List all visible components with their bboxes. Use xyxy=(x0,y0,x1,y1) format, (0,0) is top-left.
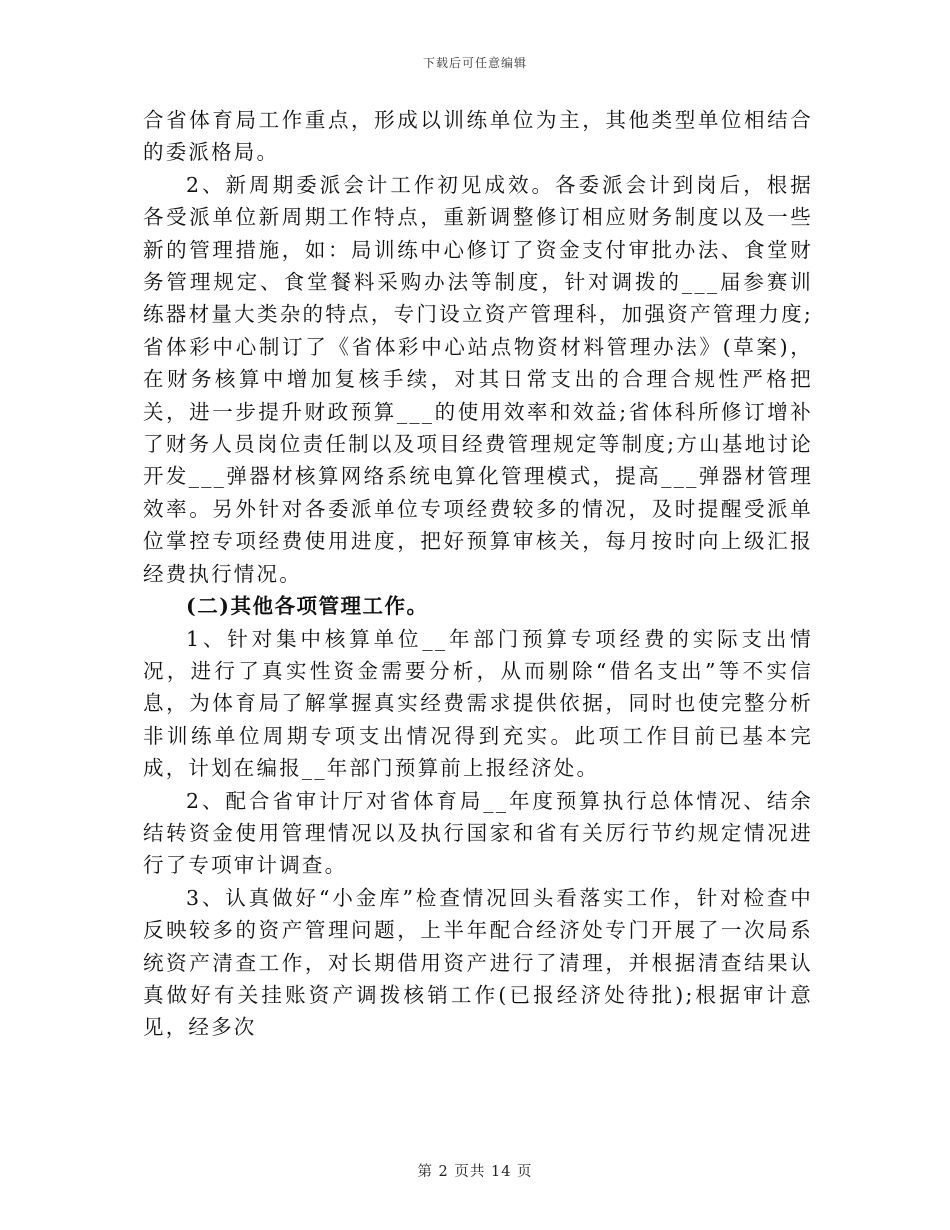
paragraph-item-2: 2、新周期委派会计工作初见成效。各委派会计到岗后，根据各受派单位新周期工作特点，重新调整修订相应财务制度以及一些新的管理措施，如：局训练中心修订了资金支付审批办法、食堂财务管理规定、食堂餐料采购办法等制度，针对调拨的___届参赛训练器材量大类杂的特点，专门设立资产管理科，加强资产管理力度;省体彩中心制订了《省体彩中心站点物资材料管理办法》(草案)，在财务核算中增加复核手续，对其日常支出的合理合规性严格把关，进一步提升财政预算___的使用效率和效益;省体科所修订增补了财务人员岗位责任制以及项目经费管理规定等制度;方山基地讨论开发___弹器材核算网络系统电算化管理模式，提高___弹器材管理效率。另外针对各委派单位专项经费较多的情况，及时提醒受派单位掌控专项经费使用进度，把好预算审核关，每月按时向上级汇报经费执行情况。 xyxy=(143,172,813,586)
paragraph-item-1: 1、针对集中核算单位__年部门预算专项经费的实际支出情况，进行了真实性资金需要分析，从而剔除“借名支出”等不实信息，为体育局了解掌握真实经费需求提供依据，同时也使完整分析非训练单位周期专项支出情况得到充实。此项工作目前已基本完成，计划在编报__年部门预算前上报经济处。 xyxy=(143,626,813,781)
paragraph-item-2-b: 2、配合省审计厅对省体育局__年度预算执行总体情况、结余结转资金使用管理情况以及执行国家和省有关厉行节约规定情况进行了专项审计调查。 xyxy=(143,788,813,878)
paragraph-continuation: 合省体育局工作重点，形成以训练单位为主，其他类型单位相结合的委派格局。 xyxy=(143,108,813,165)
page-header: 下载后可任意编辑 xyxy=(422,56,527,70)
paragraph-item-3: 3、认真做好“小金库”检查情况回头看落实工作，针对检查中反映较多的资产管理问题，上半年配合经济处专门开展了一次局系统资产清查工作，对长期借用资产进行了清理，并根据清查结果认真做好有关挂账资产调拨核销工作(已报经济处待批);根据审计意见，经多次 xyxy=(143,885,813,1040)
page-footer: 第 2 页共 14 页 xyxy=(417,1164,533,1180)
document-body xyxy=(143,104,813,1044)
section-heading: (二)其他各项管理工作。 xyxy=(186,594,429,619)
